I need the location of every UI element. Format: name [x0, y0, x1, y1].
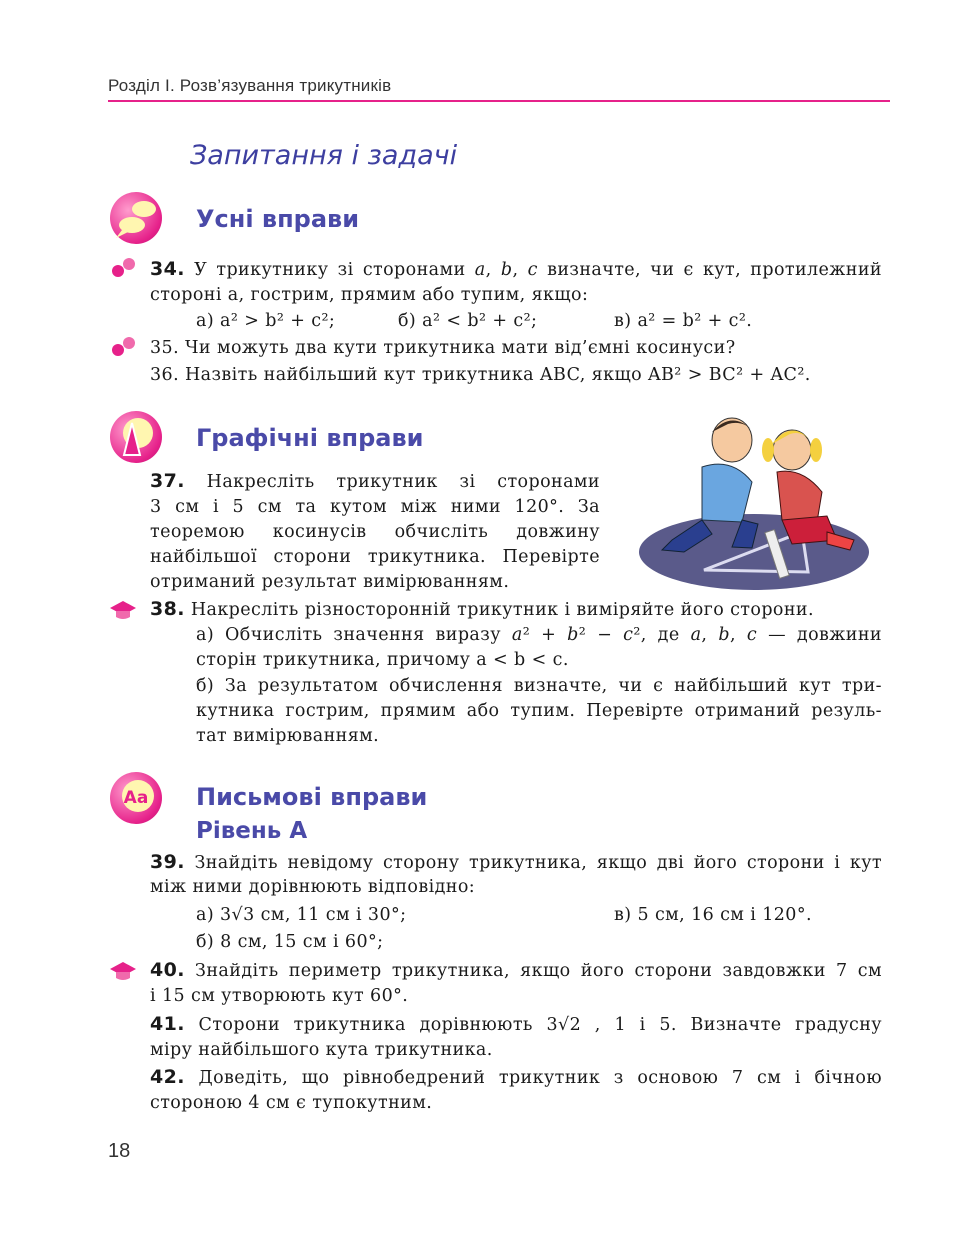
task-42-line-2: стороною 4 см є тупокутним.: [150, 1093, 433, 1113]
task-41-line-1: 41. Сторони трикутника дорівнюють 3√2 , 1 і 5. Визначте градусну: [150, 1013, 882, 1035]
task-40-line-2: і 15 см утворюють кут 60°.: [150, 986, 409, 1006]
task-40-line-1: 40. Знайдіть периметр трикутника, якщо його сторони завдовжки 7 см: [150, 959, 882, 981]
section-title-graphic: Графічні вправи: [196, 424, 424, 452]
section-title-written: Письмові вправи: [196, 783, 428, 811]
graduation-cap-icon: [108, 598, 136, 620]
task-37-line-2: 3 см і 5 см та кутом між ними 120°. За: [150, 497, 600, 517]
level-title: Рівень А: [196, 818, 308, 844]
task-37-line-5: отриманий результат вимірюванням.: [150, 572, 510, 592]
task-41-line-2: міру найбільшого кута трикутника.: [150, 1040, 493, 1060]
task-35: 35. Чи можуть два кути трикутника мати від’ємні косинуси?: [150, 338, 736, 358]
task-37-line-4: найбільшої сторони трикутника. Перевірте: [150, 547, 600, 567]
letters-aa-text: Aa: [123, 788, 149, 808]
task-38-line-2: а) Обчисліть значення виразу a² + b² − c², де a, b, c — довжини: [196, 625, 882, 645]
task-38-line-4: б) За результатом обчислення визначте, чи є найбільший кут три-: [196, 676, 882, 696]
triangle-icon: [110, 411, 162, 463]
task-39-line-2: між ними дорівнюють відповідно:: [150, 877, 476, 897]
task-37-line-1: 37. Накресліть трикутник зі сторонами: [150, 470, 600, 492]
children-drawing-triangle-illustration: [632, 412, 872, 592]
task-38-line-1: 38. Накресліть різносторонній трикутник і виміряйте його сторони.: [150, 598, 814, 620]
graduation-cap-icon: [108, 959, 136, 981]
section-title-oral: Усні вправи: [196, 205, 360, 233]
task-37-line-3: теоремою косинусів обчисліть довжину: [150, 522, 600, 542]
task-34-option-b: б) a² < b² + c²;: [398, 311, 538, 331]
task-42-line-1: 42. Доведіть, що рівнобедрений трикутник з основою 7 см і бічною: [150, 1066, 882, 1088]
task-38-line-3: сторін трикутника, причому a < b < c.: [196, 650, 569, 670]
difficulty-dots-icon: [110, 335, 138, 357]
task-39-line-1: 39. Знайдіть невідому сторону трикутника, якщо дві його сторони і кут: [150, 851, 882, 873]
page-number: 18: [108, 1140, 131, 1162]
page-title: Запитання і задачі: [190, 140, 458, 171]
task-38-line-5: кутника гострим, прямим або тупим. Перевірте отриманий резуль-: [196, 701, 882, 721]
task-39-option-a: а) 3√3 см, 11 см і 30°;: [196, 905, 407, 925]
speech-bubble-icon: [110, 192, 162, 244]
letters-aa-icon: [110, 772, 162, 824]
task-36: 36. Назвіть найбільший кут трикутника ABC, якщо AB² > BC² + AC².: [150, 365, 811, 385]
task-34-line-1: 34. У трикутнику зі сторонами a, b, c визначте, чи є кут, протилежний: [150, 258, 882, 280]
header-divider: [108, 100, 890, 102]
task-39-option-c: в) 5 см, 16 см і 120°.: [614, 905, 812, 925]
difficulty-dots-icon: [110, 256, 138, 278]
task-38-line-6: тат вимірюванням.: [196, 726, 380, 746]
task-39-option-b: б) 8 см, 15 см і 60°;: [196, 932, 384, 952]
task-34-line-2: стороні a, гострим, прямим або тупим, якщо:: [150, 285, 589, 305]
task-34-option-a: а) a² > b² + c²;: [196, 311, 336, 331]
task-34-option-c: в) a² = b² + c².: [614, 311, 753, 331]
chapter-header: Розділ І. Розв’язування трикутників: [108, 76, 392, 95]
